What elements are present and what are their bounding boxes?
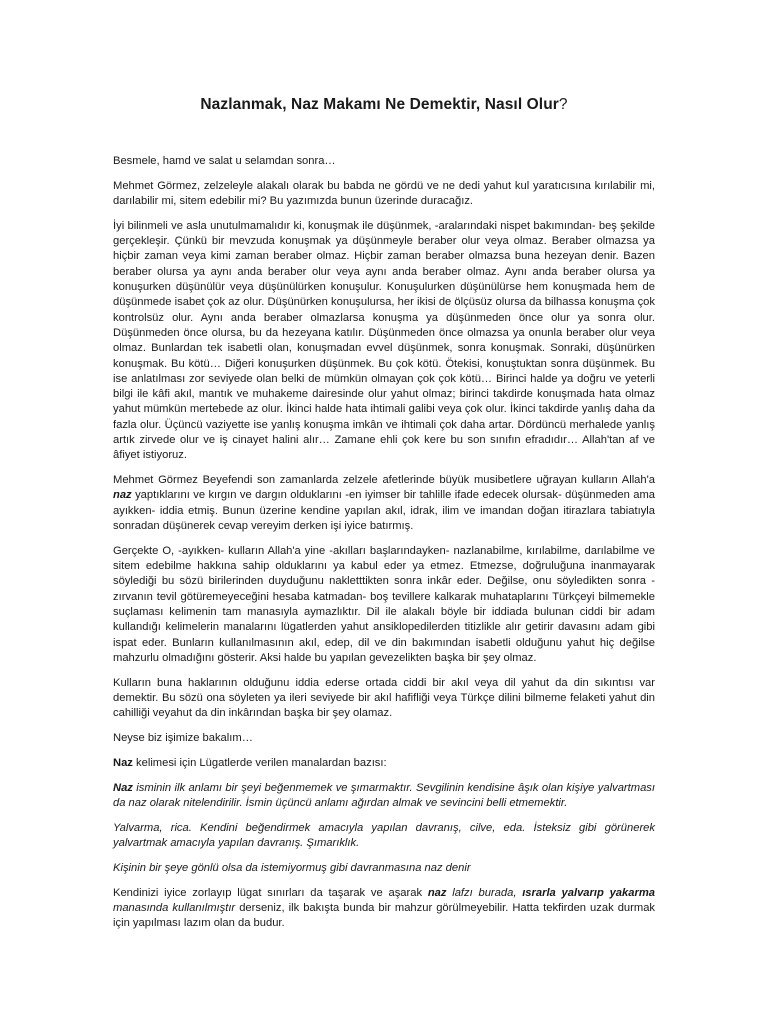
definition-2: Yalvarma, rica. Kendini beğendirmek amacıyla yapılan davranış, cilve, eda. İsteksiz gibi görünerek yalvartmak amacıyla yapılan davranış. Şımarıklık. (113, 821, 655, 850)
document-body (113, 154, 655, 932)
paragraph-reality: Gerçekte O, -ayıkken- kulların Allah'a yine -akılları başlarındayken- nazlanabilme, kırılabilme, darılabilme ve sitem edebilme hakkına sahip olduklarını ya kabul eder ya etmez. Etmezse, doğruluğuna inanmayarak söylediği bu sözü birilerinden duyduğunu nakletttikten sonra inkâr eder. Değilse, onu söyledikten sonra -zırvanın tevil götüremeyeceğini hesaba katmadan- boş tevillere kalkarak muhataplarını Türkçeyi bilmemekle suçlaması kelimenin tam manasıyla aymazlıktır. Dil ile alakalı böyle bir iddiada bulunan ciddi bir adam kullandığı kelimelerin manalarını lügatlerden yahut ansiklopedilerden titizlikle alır getirir davasını adam gibi ispat eder. Bunların kullanılmasının akıl, edep, dil ve din bakımından isabetli olduğunu yahut hiç değilse mahzurlu olmadığını gösterir. Aksi halde bu yapılan gevezelikten başka bir şey olmaz. (113, 544, 655, 664)
paragraph-gormez-claim: Mehmet Görmez Beyefendi son zamanlarda zelzele afetlerinde büyük musibetlere uğrayan kulların Allah'a naz yaptıklarını ve kırgın ve dargın olduklarını -en iyimser bir tahlille ifade edecek olursak- düşünmeden ama ayıkken- iddia etmiş. Bunun üzerine kendine yapılan akıl, idrak, ilim ve imandan doğan itirazlara tabiatıyla sonradan düşünerek cevap vereyim derken işi iyice batırmış. (113, 474, 655, 533)
paragraph-dictionary-intro: Naz kelimesi için Lügatlerde verilen manalardan bazısı: (113, 756, 387, 769)
paragraph-speech-thought: İyi bilinmeli ve asla unutulmamalıdır ki, konuşmak ile düşünmek, -aralarındaki nispet bakımından- beş şekilde gerçekleşir. Çünkü bir mevzuda konuşmak ya düşünmeyle beraber olur veya olmaz. Beraber olmazsa ya hiçbir zaman veya kimi zaman beraber olmaz. Hiçbir zaman beraber olmazsa buna hezeyan denir. Bazen beraber olursa ya aynı anda beraber olur veya aynı anda beraber olmaz. Aynı anda beraber olursa ya konuşurken düşünülür veya düşünülürken konuşulur. Konuşulurken düşünülürse hem konuşmada hem de düşünmede isabet çok az olur. Düşünürken konuşulursa, her ikisi de ölçüsüz olursa da bilhassa konuşma çok kontrolsüz olur. Aynı anda beraber olmazlarsa konuşma ya düşünmeden önce olur ya sonra olur. Düşünmeden önce olursa, bu da hezeyana katılır. Düşünmeden önce olmazsa ya onunla beraber olur veya olmaz. Bunlardan tek isabetli olan, konuşmadan evvel düşünmek, sonra konuşmak. Sonraki, düşünürken konuşmak. Bu kötü… Diğeri konuşurken düşünmek. Bu çok kötü. Ötekisi, konuştuktan sonra düşünmek. Bu ise anlatılması zor seviyede olan belki de mümkün olmayan çok çok kötü… Birinci halde ya doğru ve yeterli bilgi ile kâfi akıl, mantık ve muhakeme dairesinde olur yahut olmaz; birinci takdirde konuşmada hata olmaz yahut mümkün mertebede az olur. İkinci halde hata ihtimali galibi veya çok olur. İkinci takdirde yanlış daha da fazla olur. Üçüncü vaziyette ise yanlış konuşma imkân ve ihtimali çok daha artar. Dördüncü merhalede yanlış artık zirvede olur ve iş cinayet halini alır… Zamane ehli çok kere bu son sınıfın efradıdır… Allah'tan af ve âfiyet istiyoruz. (113, 219, 655, 462)
definition-1: Naz isminin ilk anlamı bir şeyi beğenmemek ve şımarmaktır. Sevgilinin kendisine âşık olan kişiye yalvartması da naz olarak nitelendirilir. İsmin üçüncü anlamı ağırdan almak ve sevincini belli etmemektir. (113, 781, 655, 809)
paragraph-conclusion: Kendinizi iyice zorlayıp lügat sınırları da taşarak ve aşarak naz lafzı burada, ısrarla yalvarıp yakarma manasında kullanılmıştır derseniz, ilk bakışta bunda bir mahzur görülmeyebilir. Hatta tekfirden uzak durmak için yapılması lazım olan da budur. (113, 886, 656, 930)
title-question-mark: ? (558, 96, 568, 113)
title-text: Nazlanmak, Naz Makamı Ne Demektir, Nasıl Olur (200, 96, 559, 113)
paragraph-rights: Kulların buna haklarının olduğunu iddia ederse ortada ciddi bir akıl veya dil yahut da din sıkıntısı var demektir. Bu sözü ona söyleten ya ileri seviyede bir akıl hafifliği veya Türkçe dilini bilmeme felaketi yahut din cahilliği veyahut da din inkârından başka bir şey olamaz. (113, 676, 655, 720)
paragraph-opening: Besmele, hamd ve salat u selamdan sonra… (113, 155, 336, 167)
paragraph-transition: Neyse biz işimize bakalım… (113, 732, 253, 745)
definition-3: Kişinin bir şeye gönlü olsa da istemiyormuş gibi davranmasına naz denir (113, 861, 471, 874)
page-title (113, 96, 655, 114)
paragraph-intro: Mehmet Görmez, zelzeleyle alakalı olarak bu babda ne gördü ve ne dedi yahut kul yaratıcısına kırılabilir mi, darılabilir mi, sitem edebilir mi? Bu yazımızda bunun üzerinde duracağız. (113, 179, 655, 208)
